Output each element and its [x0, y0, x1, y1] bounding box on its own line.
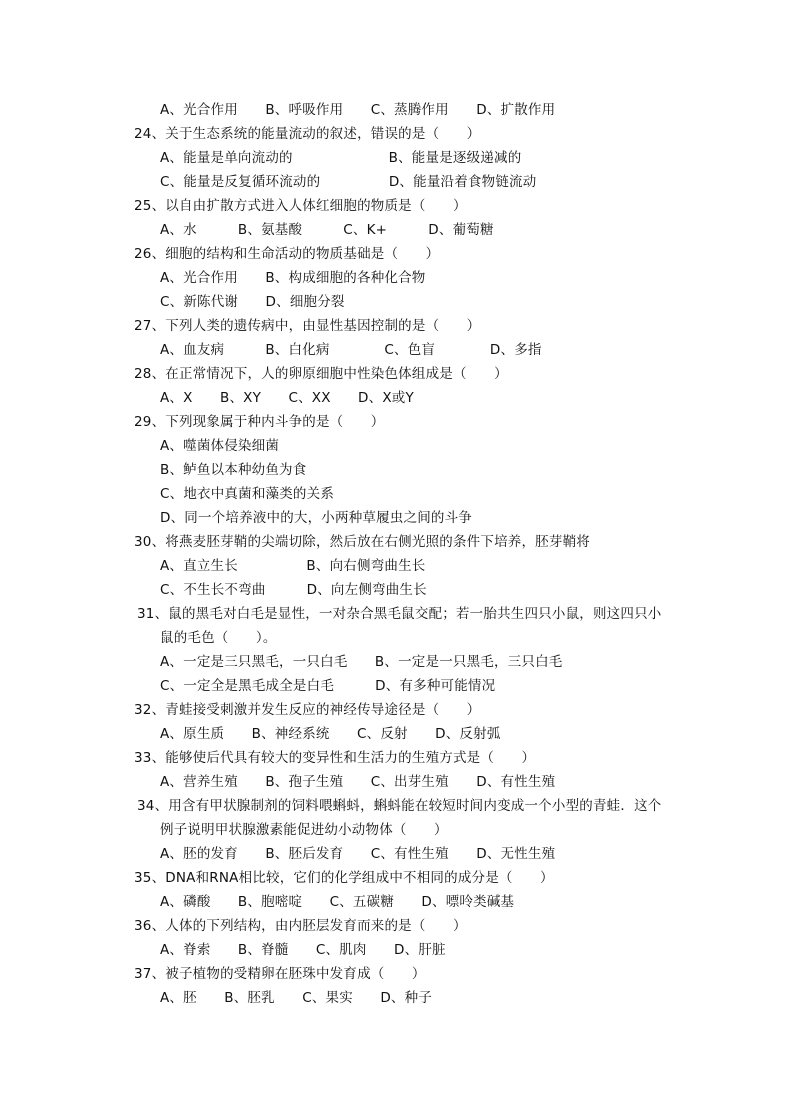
q33-stem: 33、能够使后代具有较大的变异性和生活力的生殖方式是（ ） — [134, 750, 536, 766]
q35-stem: 35、DNA和RNA相比较，它们的化学组成中不相同的成分是（ ） — [134, 870, 554, 886]
q36-options: A、脊索 B、脊髓 C、肌肉 D、肝脏 — [160, 942, 446, 958]
q30-options-cd: C、不生长不弯曲 D、向左侧弯曲生长 — [160, 582, 427, 598]
q34-stem: 34、用含有甲状腺制剂的饲料喂蝌蚪，蝌蚪能在较短时间内变成一个小型的青蛙．这个 — [137, 798, 662, 814]
q25-options: A、水 B、氨基酸 C、K+ D、葡萄糖 — [160, 222, 494, 238]
q30-options-ab: A、直立生长 B、向右侧弯曲生长 — [160, 558, 426, 574]
q32-options: A、原生质 B、神经系统 C、反射 D、反射弧 — [160, 726, 501, 742]
q36-stem: 36、人体的下列结构，由内胚层发育而来的是（ ） — [134, 918, 467, 934]
q29-stem: 29、下列现象属于种内斗争的是（ ） — [134, 414, 385, 430]
q33-options: A、营养生殖 B、孢子生殖 C、出芽生殖 D、有性生殖 — [160, 774, 556, 790]
q29-option-c: C、地衣中真菌和藻类的关系 — [160, 486, 335, 502]
q29-option-d: D、同一个培养液中的大，小两种草履虫之间的斗争 — [160, 510, 472, 526]
q32-stem: 32、青蛙接受刺激并发生反应的神经传导途径是（ ） — [134, 702, 481, 718]
q26-options-ab: A、光合作用 B、构成细胞的各种化合物 — [160, 270, 426, 286]
q28-stem: 28、在正常情况下，人的卵原细胞中性染色体组成是（ ） — [134, 366, 508, 382]
q25-stem: 25、以自由扩散方式进入人体红细胞的物质是（ ） — [134, 198, 467, 214]
q34-options: A、胚的发育 B、胚后发育 C、有性生殖 D、无性生殖 — [160, 846, 556, 862]
q31-stem-continued: 鼠的毛色（ ）。 — [160, 630, 277, 646]
q35-options: A、磷酸 B、胞嘧啶 C、五碳糖 D、嘌呤类碱基 — [160, 894, 515, 910]
q37-options: A、胚 B、胚乳 C、果实 D、种子 — [160, 990, 433, 1006]
q27-stem: 27、下列人类的遗传病中，由显性基因控制的是（ ） — [134, 318, 481, 334]
q37-stem: 37、被子植物的受精卵在胚珠中发育成（ ） — [134, 966, 426, 982]
q26-options-cd: C、新陈代谢 D、细胞分裂 — [160, 294, 345, 310]
q31-options-cd: C、一定全是黑毛成全是白毛 D、有多种可能情况 — [160, 678, 496, 694]
q27-options: A、血友病 B、白化病 C、色盲 D、多指 — [160, 342, 542, 358]
q31-options-ab: A、一定是三只黑毛，一只白毛 B、一定是一只黑毛，三只白毛 — [160, 654, 563, 670]
q29-option-b: B、鲈鱼以本种幼鱼为食 — [160, 462, 307, 478]
q24-options-cd: C、能量是反复循环流动的 D、能量沿着食物链流动 — [160, 174, 537, 190]
q26-stem: 26、细胞的结构和生命活动的物质基础是（ ） — [134, 246, 440, 262]
q24-options-ab: A、能量是单向流动的 B、能量是逐级递减的 — [160, 150, 522, 166]
q31-stem: 31、鼠的黑毛对白毛是显性，一对杂合黑毛鼠交配；若一胎共生四只小鼠，则这四只小 — [137, 606, 662, 622]
q28-options: A、X B、XY C、XX D、X或Y — [160, 390, 414, 406]
q23-options: A、光合作用 B、呼吸作用 C、蒸腾作用 D、扩散作用 — [160, 102, 556, 118]
q24-stem: 24、关于生态系统的能量流动的叙述，错误的是（ ） — [134, 126, 481, 142]
q34-stem-continued: 例子说明甲状腺激素能促进幼小动物体（ ） — [160, 822, 448, 838]
q30-stem: 30、将燕麦胚芽鞘的尖端切除，然后放在右侧光照的条件下培养，胚芽鞘将 — [134, 534, 590, 550]
q29-option-a: A、噬菌体侵染细菌 — [160, 438, 280, 454]
